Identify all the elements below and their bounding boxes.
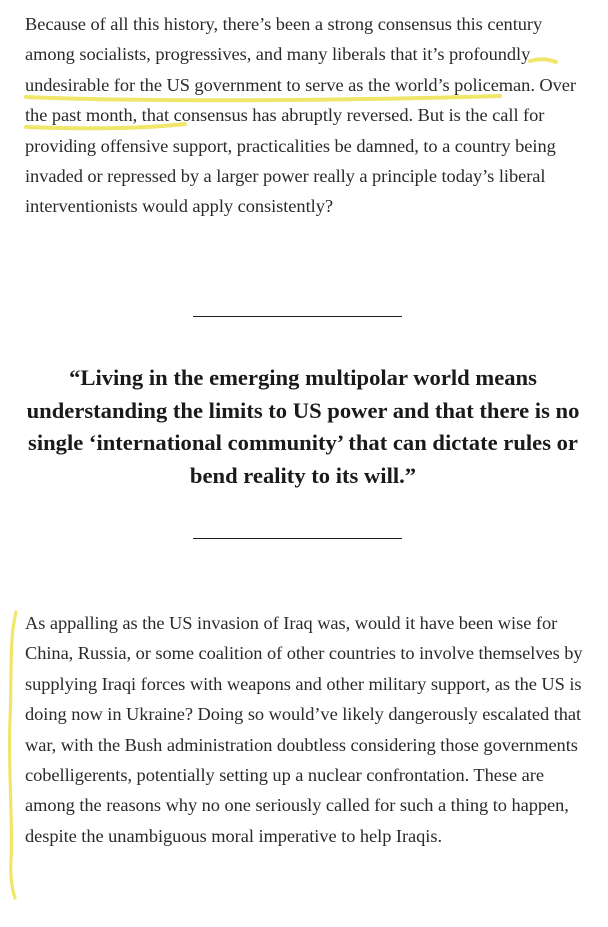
paragraph-1-continuation: Over the past month, that consensus has abruptly reversed. But is the call for providing offensive support, practicalities be damned, to a country being invaded or repressed by a larger power really a principle today’s liberal interventionists would apply consistently? — [25, 74, 576, 217]
pull-quote: “Living in the emerging multipolar world means understanding the limits to US power and that there is no single ‘international community’ that can dictate rules or bend reality to its will.” — [26, 365, 580, 488]
paragraph-1-text: Because of all this history, there’s been a strong consensus this century among socialists, progressives, and many liberals that — [25, 14, 543, 65]
body-paragraph-2[interactable]: As appalling as the US invasion of Iraq was, would it have been wise for China, Russia, or some coalition of other countries to involve themselves by supplying Iraqi forces with weapons and other military support, as the US is doing now in Ukraine? Doing so would’ve likely dangerously escalated that war, with the Bush administration doubtless considering those governments cobelligerents, potentially setting up a nuclear confrontation. These are among the reasons why no one seriously called for such a thing to happen, despite the unambiguous moral imperative to help Iraqis. — [25, 613, 583, 846]
pull-quote-divider-bottom — [193, 538, 402, 539]
highlighted-passage[interactable]: it’s profoundly undesirable for the US government to serve as the world’s policeman. — [25, 44, 535, 95]
highlight-margin-bracket — [10, 612, 16, 898]
pull-quote-divider-top — [193, 316, 402, 317]
body-paragraph-1 — [25, 9, 585, 222]
